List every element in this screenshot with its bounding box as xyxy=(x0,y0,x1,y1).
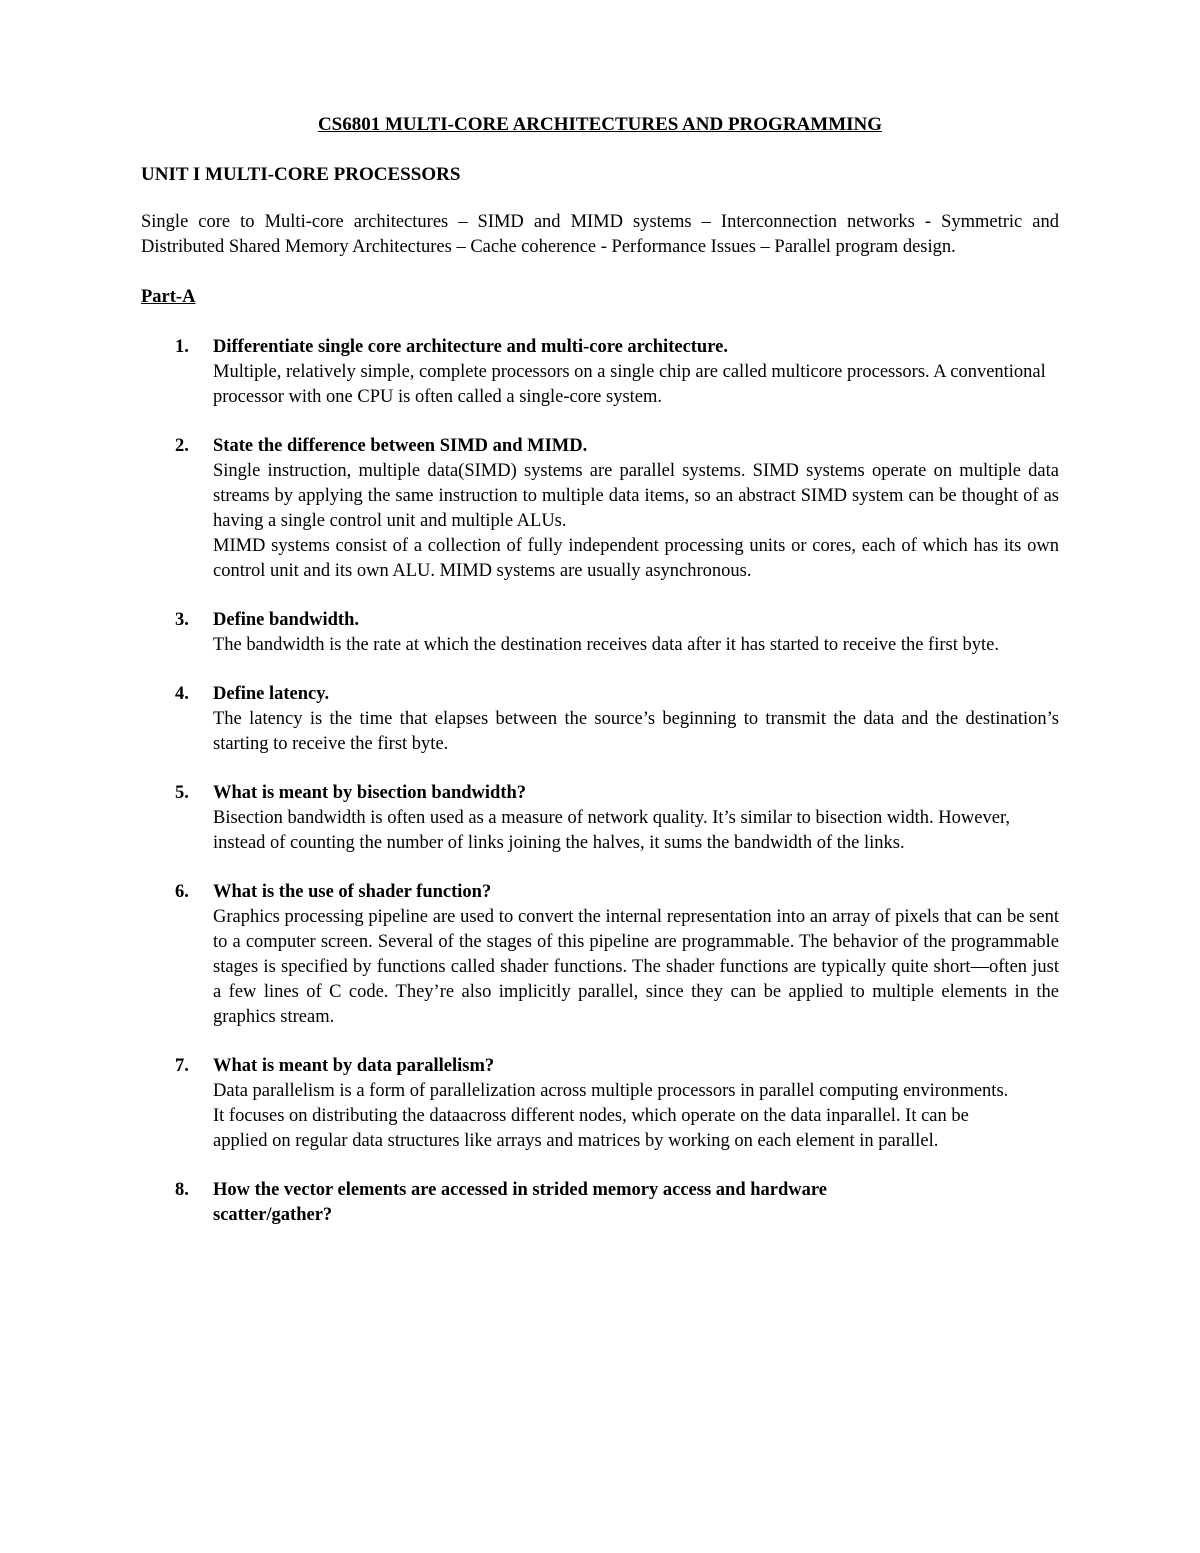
answer-paragraph: The latency is the time that elapses between the source’s beginning to transmit the data and the destination’s starting to receive the first byte. xyxy=(213,709,1059,754)
question-number: 6. xyxy=(175,882,189,902)
part-heading: Part-A xyxy=(141,287,196,307)
answer-paragraph: Data parallelism is a form of parallelization across multiple processors in parallel computing environments. It focuses on distributing the dataacross different nodes, which operate on the data inparallel. It can be applied on regular data structures like arrays and matrices by working on each element in parallel. xyxy=(213,1081,1009,1151)
answer-paragraph: Single instruction, multiple data(SIMD) systems are parallel systems. SIMD systems operate on multiple data streams by applying the same instruction to multiple data items, so an abstract SIMD system can be thought of as having a single control unit and multiple ALUs. xyxy=(213,461,1059,531)
question-number: 1. xyxy=(175,337,189,357)
syllabus-paragraph: Single core to Multi-core architectures – SIMD and MIMD systems – Interconnection networks - Symmetric and Distributed Shared Memory Architectures – Cache coherence - Performance Issues – Parallel program design. xyxy=(141,212,1059,257)
question-text: Define bandwidth. xyxy=(213,610,359,630)
question-text: What is meant by bisection bandwidth? xyxy=(213,783,527,803)
answer-paragraph: Bisection bandwidth is often used as a measure of network quality. It’s similar to bisection width. However, instead of counting the number of links joining the halves, it sums the bandwidth of the links. xyxy=(213,808,1010,853)
question-item xyxy=(141,682,1059,757)
question-text: How the vector elements are accessed in strided memory access and hardware scatter/gather? xyxy=(213,1180,827,1225)
question-number: 5. xyxy=(175,783,189,803)
answer-paragraph: MIMD systems consist of a collection of fully independent processing units or cores, each of which has its own control unit and its own ALU. MIMD systems are usually asynchronous. xyxy=(213,536,1059,581)
question-number: 8. xyxy=(175,1180,189,1200)
question-number: 4. xyxy=(175,684,189,704)
question-number: 2. xyxy=(175,436,189,456)
question-item xyxy=(141,1178,1059,1228)
question-item xyxy=(141,434,1059,584)
document-title: CS6801 MULTI-CORE ARCHITECTURES AND PROGRAMMING xyxy=(317,114,883,135)
question-item xyxy=(141,880,1059,1030)
document-page xyxy=(141,112,1059,1252)
question-text: Differentiate single core architecture and multi-core architecture. xyxy=(213,337,728,357)
question-text: What is meant by data parallelism? xyxy=(213,1056,495,1076)
answer-paragraph: The bandwidth is the rate at which the destination receives data after it has started to receive the first byte. xyxy=(213,635,999,655)
question-text: What is the use of shader function? xyxy=(213,882,492,902)
question-number: 3. xyxy=(175,610,189,630)
question-item xyxy=(141,608,1059,658)
question-text: Define latency. xyxy=(213,684,330,704)
question-list xyxy=(141,335,1059,1228)
question-item xyxy=(141,781,1059,856)
answer-paragraph: Multiple, relatively simple, complete processors on a single chip are called multicore processors. A conventional processor with one CPU is often called a single-core system. xyxy=(213,362,1046,407)
unit-title: UNIT I MULTI-CORE PROCESSORS xyxy=(141,164,461,185)
question-number: 7. xyxy=(175,1056,189,1076)
question-item xyxy=(141,335,1059,410)
question-text: State the difference between SIMD and MIMD. xyxy=(213,436,588,456)
question-item xyxy=(141,1054,1059,1154)
answer-paragraph: Graphics processing pipeline are used to convert the internal representation into an array of pixels that can be sent to a computer screen. Several of the stages of this pipeline are programmable. The behavior of the programmable stages is specified by functions called shader functions. The shader functions are typically quite short—often just a few lines of C code. They’re also implicitly parallel, since they can be applied to multiple elements in the graphics stream. xyxy=(213,907,1059,1027)
